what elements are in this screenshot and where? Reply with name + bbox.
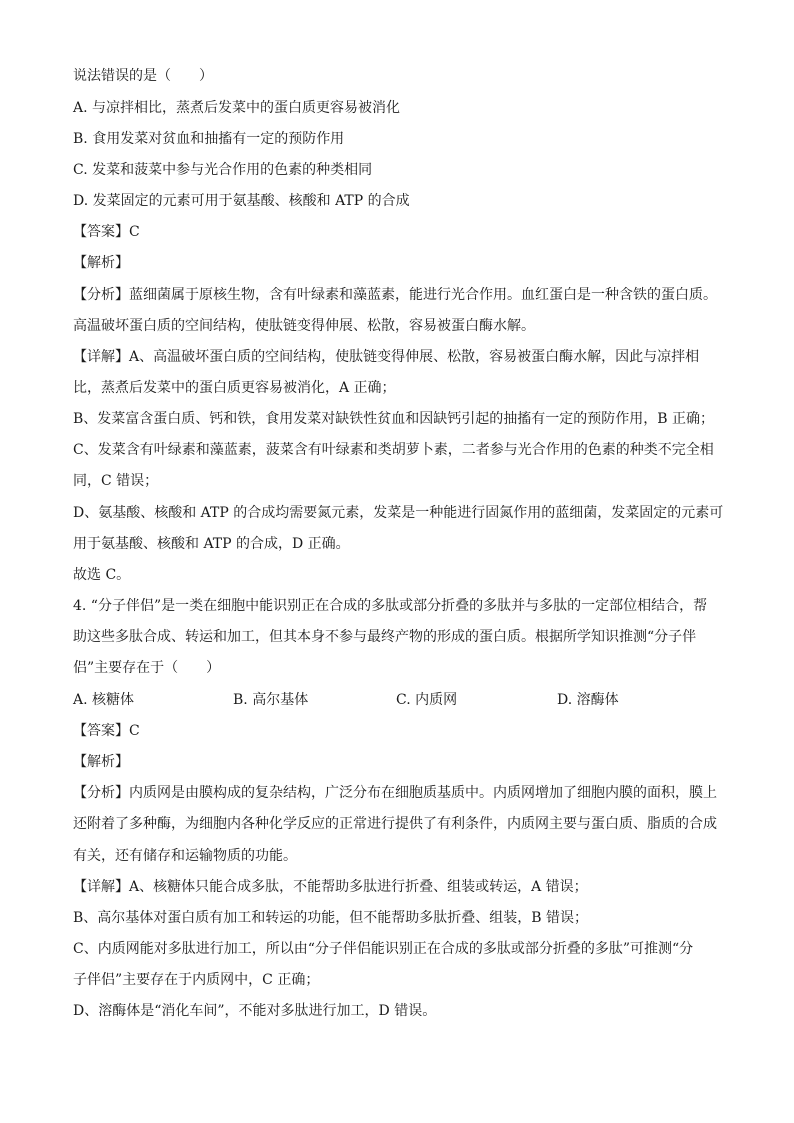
- question-4-detail-line: 子伴侣”主要存在于内质网中，C 正确；: [73, 972, 320, 988]
- question-3-stem-tail: 说法错误的是（ ）: [73, 68, 213, 84]
- question-3-explanation-heading: 【解析】: [73, 255, 129, 271]
- question-3-analysis-line: 【分析】蓝细菌属于原核生物，含有叶绿素和藻蓝素，能进行光合作用。血红蛋白是一种含铁的蛋白质。: [73, 287, 717, 303]
- question-3-detail-line: B、发菜富含蛋白质、钙和铁，食用发菜对缺铁性贫血和因缺钙引起的抽搐有一定的预防作用，B 正确；: [73, 411, 715, 427]
- question-3-option-a: A. 与凉拌相比，蒸煮后发菜中的蛋白质更容易被消化: [73, 100, 401, 116]
- question-3-analysis-line: 高温破坏蛋白质的空间结构，使肽链变得伸展、松散，容易被蛋白酶水解。: [73, 318, 535, 334]
- question-4-stem-line: 助这些多肽合成、转运和加工，但其本身不参与最终产物的形成的蛋白质。根据所学知识推测“分子伴: [73, 629, 697, 645]
- question-3-detail-line: 用于氨基酸、核酸和 ATP 的合成，D 正确。: [73, 536, 350, 552]
- question-3-detail-line: D、氨基酸、核酸和 ATP 的合成均需要氮元素，发菜是一种能进行固氮作用的蓝细菌，发菜固定的元素可: [73, 505, 724, 521]
- question-4-stem-line: 4. “分子伴侣”是一类在细胞中能识别正在合成的多肽或部分折叠的多肽并与多肽的一定部位相结合，帮: [73, 598, 708, 614]
- question-4-detail-line: 【详解】A、核糖体只能合成多肽，不能帮助多肽进行折叠、组装或转运，A 错误；: [73, 879, 588, 895]
- question-4-analysis-line: 【分析】内质网是由膜构成的复杂结构，广泛分布在细胞质基质中。内质网增加了细胞内膜的面积，膜上: [73, 785, 717, 801]
- question-3-option-c: C. 发菜和菠菜中参与光合作用的色素的种类相同: [73, 162, 373, 178]
- question-3-answer: 【答案】C: [73, 224, 140, 240]
- question-4-detail-line: D、溶酶体是“消化车间”，不能对多肽进行加工，D 错误。: [73, 1003, 437, 1019]
- question-4-detail-line: B、高尔基体对蛋白质有加工和转运的功能，但不能帮助多肽折叠、组装，B 错误；: [73, 910, 589, 926]
- question-3-option-b: B. 食用发菜对贫血和抽搐有一定的预防作用: [73, 131, 345, 147]
- question-4-detail-line: C、内质网能对多肽进行加工，所以由“分子伴侣能识别正在合成的多肽或部分折叠的多肽”可推测“分: [73, 941, 694, 957]
- question-4-option-d: D. 溶酶体: [557, 692, 619, 708]
- question-3-detail-line: 比，蒸煮后发菜中的蛋白质更容易被消化，A 正确；: [73, 380, 396, 396]
- question-4-option-a: A. 核糖体: [73, 692, 135, 708]
- question-3-detail-line: 同，C 错误；: [73, 473, 159, 489]
- question-4-answer: 【答案】C: [73, 723, 140, 739]
- question-4-analysis-line: 还附着了多种酶，为细胞内各种化学反应的正常进行提供了有利条件，内质网主要与蛋白质、脂质的合成: [73, 816, 717, 832]
- question-3-detail-line: C、发菜含有叶绿素和藻蓝素，菠菜含有叶绿素和类胡萝卜素，二者参与光合作用的色素的种类不完全相: [73, 442, 714, 458]
- question-4-option-c: C. 内质网: [396, 692, 458, 708]
- question-3-option-d: D. 发菜固定的元素可用于氨基酸、核酸和 ATP 的合成: [73, 193, 410, 209]
- question-3-conclusion: 故选 C。: [73, 567, 131, 583]
- question-4-analysis-line: 有关，还有储存和运输物质的功能。: [73, 848, 297, 864]
- question-4-stem-line: 侣”主要存在于（ ）: [73, 660, 221, 676]
- question-4-option-b: B. 高尔基体: [233, 692, 309, 708]
- question-3-detail-line: 【详解】A、高温破坏蛋白质的空间结构，使肽链变得伸展、松散，容易被蛋白酶水解，因此与凉拌相: [73, 349, 700, 365]
- question-4-explanation-heading: 【解析】: [73, 754, 129, 770]
